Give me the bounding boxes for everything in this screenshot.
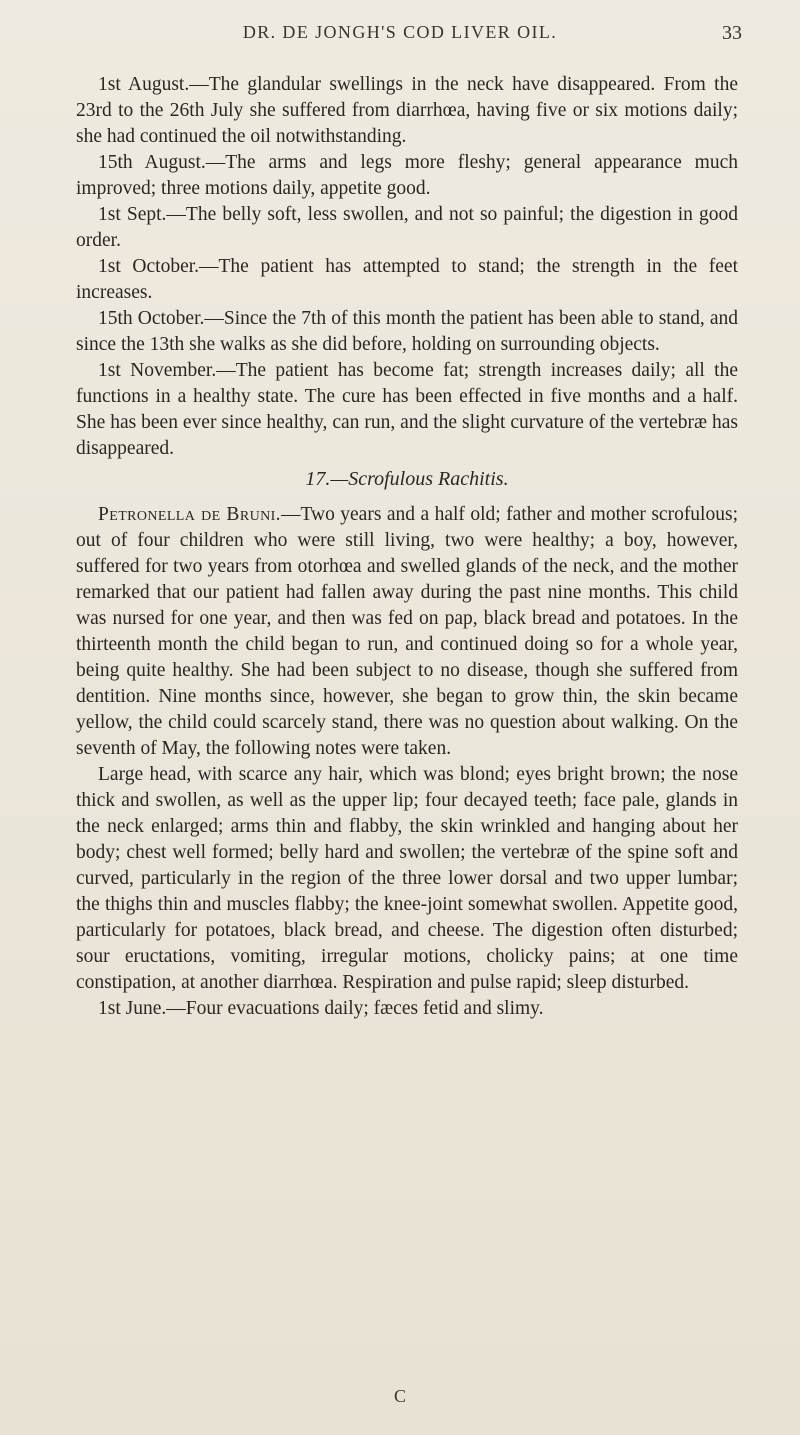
paragraph-1st-august: 1st August.—The glandular swellings in the neck have disappeared. From the 23rd to the 26th July she suffered from diarrhœa, having five or six motions daily; she had continued the oil notwithstanding. <box>76 74 738 147</box>
paragraph-15th-august: 15th August.—The arms and legs more fleshy; general appearance much improved; three motions daily, appetite good. <box>76 152 738 199</box>
signature-mark: C <box>393 1386 406 1406</box>
paragraph-1st-november: 1st November.—The patient has become fat; strength increases daily; all the functions in a healthy state. The cure has been effected in five months and a half. She has been ever since healthy, can run, and the slight curvature of the vertebræ has disappeared. <box>76 360 738 459</box>
page-number: 33 <box>722 22 742 44</box>
case-examination-paragraph: Large head, with scarce any hair, which was blond; eyes bright brown; the nose thick and swollen, as well as the upper lip; four decayed teeth; face pale, glands in the neck enlarged; arms thin and flabby, the skin wrinkled and hanging about her body; chest well formed; belly hard and swollen; the vertebræ of the spine soft and curved, particularly in the region of the three lower dorsal and two upper lumbar; the thighs thin and muscles flabby; the knee-joint somewhat swollen. Appetite good, particularly for potatoes, black bread, and cheese. The digestion often disturbed; sour eructations, vomiting, irregular motions, cholicky pains; at one time constipation, at another diarrhœa. Respiration and pulse rapid; sleep disturbed. <box>76 764 738 993</box>
case-opening-text: —Two years and a half old; father and mother scrofulous; out of four children who were still living, two were healthy; a boy, however, suffered for two years from otorhœa and swelled glands of the neck, and the mother remarked that our patient had fallen away during the past nine months. This child was nursed for one year, and then was fed on pap, black bread and potatoes. In the thirteenth month the child began to run, and continued doing so for a whole year, being quite healthy. She had been subject to no disease, though she suffered from dentition. Nine months since, however, she began to grow thin, the skin became yellow, the child could scarcely stand, there was no question about walking. On the seventh of May, the following notes were taken. <box>76 504 738 759</box>
paragraph-15th-october: 15th October.—Since the 7th of this month the patient has been able to stand, and since the 13th she walks as she did before, holding on surrounding objects. <box>76 308 738 355</box>
paragraph-1st-sept: 1st Sept.—The belly soft, less swollen, and not so painful; the digestion in good order. <box>76 204 738 251</box>
paragraph-1st-october: 1st October.—The patient has attempted to stand; the strength in the feet increases. <box>76 256 738 303</box>
body-text <box>76 72 738 1022</box>
case-june-note: 1st June.—Four evacuations daily; fæces fetid and slimy. <box>98 998 544 1019</box>
case-opening-paragraph <box>76 502 738 762</box>
running-head <box>0 22 800 52</box>
patient-name: Petronella de Bruni. <box>98 504 281 525</box>
running-title: DR. DE JONGH'S COD LIVER OIL. <box>242 22 558 42</box>
case-heading: 17.—Scrofulous Rachitis. <box>305 468 509 490</box>
